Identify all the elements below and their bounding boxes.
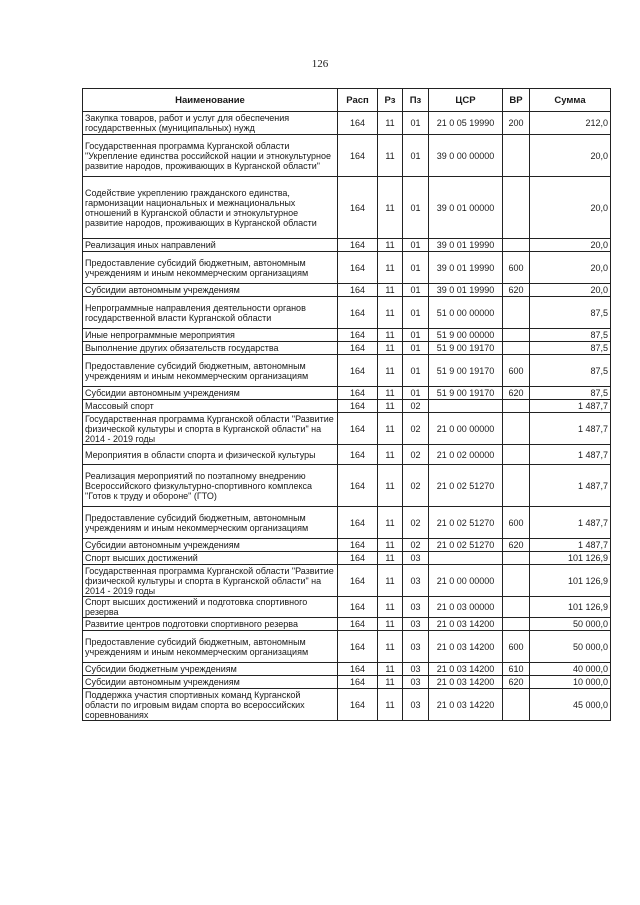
page-number: 126: [311, 58, 329, 70]
row-vr: [503, 597, 530, 618]
row-name: Субсидии автономным учреждениям: [83, 284, 338, 297]
table-row: [83, 552, 611, 565]
row-rz: 11: [378, 329, 403, 342]
table-row: [83, 135, 611, 177]
row-csr: 21 0 02 51270: [429, 539, 503, 552]
row-vr: 610: [503, 663, 530, 676]
row-vr: [503, 177, 530, 239]
row-vr: [503, 400, 530, 413]
row-rasp: 164: [338, 539, 378, 552]
row-name: Предоставление субсидий бюджетным, автономным учреждениям и иным некоммерческим организациям: [83, 507, 338, 539]
table-header-row: [83, 89, 611, 112]
row-rasp: 164: [338, 387, 378, 400]
table-row: [83, 355, 611, 387]
row-rasp: 164: [338, 177, 378, 239]
row-csr: 39 0 00 00000: [429, 135, 503, 177]
row-csr: 51 9 00 00000: [429, 329, 503, 342]
header-csr: ЦСР: [429, 89, 503, 112]
row-csr: 39 0 01 19990: [429, 252, 503, 284]
row-rasp: 164: [338, 597, 378, 618]
row-rz: 11: [378, 252, 403, 284]
table-row: [83, 539, 611, 552]
row-rz: 11: [378, 284, 403, 297]
row-name: Развитие центров подготовки спортивного резерва: [83, 618, 338, 631]
header-pz: Пз: [403, 89, 429, 112]
row-pz: 01: [403, 252, 429, 284]
row-name: Массовый спорт: [83, 400, 338, 413]
row-sum: 1 487,7: [530, 465, 611, 507]
table-body: [83, 112, 611, 721]
row-pz: 01: [403, 342, 429, 355]
row-vr: 620: [503, 387, 530, 400]
header-vr: ВР: [503, 89, 530, 112]
table-row: [83, 676, 611, 689]
row-rasp: 164: [338, 676, 378, 689]
row-sum: 45 000,0: [530, 689, 611, 721]
row-csr: 51 9 00 19170: [429, 387, 503, 400]
row-name: Спорт высших достижений и подготовка спортивного резерва: [83, 597, 338, 618]
table-row: [83, 252, 611, 284]
row-csr: 21 0 03 14200: [429, 618, 503, 631]
row-rz: 11: [378, 239, 403, 252]
row-sum: 20,0: [530, 284, 611, 297]
row-vr: [503, 329, 530, 342]
table-row: [83, 239, 611, 252]
row-vr: [503, 445, 530, 465]
row-rz: 11: [378, 565, 403, 597]
table-row: [83, 631, 611, 663]
row-csr: 21 0 03 14200: [429, 676, 503, 689]
row-rasp: 164: [338, 663, 378, 676]
row-name: Выполнение других обязательств государства: [83, 342, 338, 355]
row-csr: 21 0 03 00000: [429, 597, 503, 618]
row-rasp: 164: [338, 618, 378, 631]
table-row: [83, 413, 611, 445]
table-row: [83, 445, 611, 465]
row-rasp: 164: [338, 342, 378, 355]
row-rasp: 164: [338, 689, 378, 721]
row-csr: 21 0 02 51270: [429, 507, 503, 539]
row-sum: 10 000,0: [530, 676, 611, 689]
header-rz: Рз: [378, 89, 403, 112]
table-row: [83, 400, 611, 413]
row-pz: 02: [403, 465, 429, 507]
table-row: [83, 329, 611, 342]
row-name: Субсидии автономным учреждениям: [83, 539, 338, 552]
row-name: Непрограммные направления деятельности органов государственной власти Курганской области: [83, 297, 338, 329]
row-rasp: 164: [338, 507, 378, 539]
row-rz: 11: [378, 135, 403, 177]
row-pz: 01: [403, 297, 429, 329]
row-sum: 87,5: [530, 342, 611, 355]
row-sum: 50 000,0: [530, 618, 611, 631]
header-rasp: Расп: [338, 89, 378, 112]
row-sum: 101 126,9: [530, 552, 611, 565]
row-vr: 620: [503, 284, 530, 297]
row-name: Реализация мероприятий по поэтапному внедрению Всероссийского физкультурно-спортивного комплекса "Готов к труду и обороне" (ГТО): [83, 465, 338, 507]
table-row: [83, 618, 611, 631]
row-rasp: 164: [338, 552, 378, 565]
row-csr: 51 9 00 19170: [429, 355, 503, 387]
row-vr: [503, 413, 530, 445]
row-sum: 101 126,9: [530, 597, 611, 618]
row-rz: 11: [378, 663, 403, 676]
row-name: Предоставление субсидий бюджетным, автономным учреждениям и иным некоммерческим организациям: [83, 355, 338, 387]
row-pz: 02: [403, 445, 429, 465]
row-rz: 11: [378, 597, 403, 618]
row-rz: 11: [378, 539, 403, 552]
row-rz: 11: [378, 297, 403, 329]
row-pz: 03: [403, 552, 429, 565]
row-csr: 51 0 00 00000: [429, 297, 503, 329]
row-rz: 11: [378, 177, 403, 239]
row-csr: 21 0 02 51270: [429, 465, 503, 507]
row-csr: 21 0 05 19990: [429, 112, 503, 135]
row-name: Закупка товаров, работ и услуг для обеспечения государственных (муниципальных) нужд: [83, 112, 338, 135]
row-sum: 87,5: [530, 297, 611, 329]
row-vr: [503, 342, 530, 355]
row-rz: 11: [378, 618, 403, 631]
row-vr: 600: [503, 252, 530, 284]
row-name: Реализация иных направлений: [83, 239, 338, 252]
row-csr: [429, 552, 503, 565]
row-name: Субсидии бюджетным учреждениям: [83, 663, 338, 676]
row-pz: 01: [403, 387, 429, 400]
table-row: [83, 387, 611, 400]
row-name: Иные непрограммные мероприятия: [83, 329, 338, 342]
row-rasp: 164: [338, 413, 378, 445]
row-pz: 03: [403, 631, 429, 663]
row-rz: 11: [378, 507, 403, 539]
row-pz: 03: [403, 676, 429, 689]
table-row: [83, 565, 611, 597]
row-csr: 21 0 03 14200: [429, 631, 503, 663]
row-sum: 20,0: [530, 239, 611, 252]
row-sum: 1 487,7: [530, 400, 611, 413]
row-rz: 11: [378, 400, 403, 413]
row-rz: 11: [378, 413, 403, 445]
table-row: [83, 663, 611, 676]
row-vr: 620: [503, 539, 530, 552]
row-pz: 02: [403, 539, 429, 552]
row-pz: 03: [403, 618, 429, 631]
row-pz: 01: [403, 239, 429, 252]
table-row: [83, 297, 611, 329]
row-name: Содействие укреплению гражданского единства, гармонизации национальных и межнациональных отношений в Курганской области и этнокультурное развитие народов, проживающих в Курганской области: [83, 177, 338, 239]
row-rz: 11: [378, 355, 403, 387]
row-name: Субсидии автономным учреждениям: [83, 387, 338, 400]
row-rz: 11: [378, 445, 403, 465]
row-csr: 39 0 01 19990: [429, 239, 503, 252]
row-rasp: 164: [338, 284, 378, 297]
row-sum: 1 487,7: [530, 413, 611, 445]
row-sum: 1 487,7: [530, 445, 611, 465]
row-vr: 620: [503, 676, 530, 689]
row-csr: 21 0 03 14220: [429, 689, 503, 721]
row-rasp: 164: [338, 112, 378, 135]
row-csr: 39 0 01 19990: [429, 284, 503, 297]
row-pz: 03: [403, 565, 429, 597]
row-sum: 1 487,7: [530, 539, 611, 552]
row-rz: 11: [378, 552, 403, 565]
row-vr: [503, 618, 530, 631]
header-name: Наименование: [83, 89, 338, 112]
row-vr: [503, 465, 530, 507]
row-pz: 03: [403, 597, 429, 618]
row-vr: 600: [503, 355, 530, 387]
header-sum: Сумма: [530, 89, 611, 112]
row-vr: [503, 552, 530, 565]
row-sum: 87,5: [530, 329, 611, 342]
row-sum: 87,5: [530, 387, 611, 400]
row-vr: 200: [503, 112, 530, 135]
row-rasp: 164: [338, 355, 378, 387]
table-row: [83, 342, 611, 355]
row-rasp: 164: [338, 297, 378, 329]
row-vr: 600: [503, 507, 530, 539]
row-pz: 03: [403, 689, 429, 721]
row-pz: 01: [403, 135, 429, 177]
row-rasp: 164: [338, 465, 378, 507]
row-pz: 03: [403, 663, 429, 676]
row-vr: [503, 239, 530, 252]
row-rasp: 164: [338, 631, 378, 663]
row-rz: 11: [378, 112, 403, 135]
row-name: Мероприятия в области спорта и физической культуры: [83, 445, 338, 465]
row-name: Субсидии автономным учреждениям: [83, 676, 338, 689]
table-row: [83, 177, 611, 239]
row-vr: [503, 135, 530, 177]
row-sum: 87,5: [530, 355, 611, 387]
budget-table: [82, 88, 611, 721]
row-sum: 50 000,0: [530, 631, 611, 663]
row-sum: 20,0: [530, 252, 611, 284]
row-pz: 01: [403, 284, 429, 297]
table-row: [83, 465, 611, 507]
row-rasp: 164: [338, 565, 378, 597]
row-name: Спорт высших достижений: [83, 552, 338, 565]
row-csr: [429, 400, 503, 413]
row-rasp: 164: [338, 239, 378, 252]
row-rasp: 164: [338, 400, 378, 413]
row-rz: 11: [378, 631, 403, 663]
row-vr: [503, 297, 530, 329]
row-csr: 21 0 00 00000: [429, 413, 503, 445]
row-sum: 40 000,0: [530, 663, 611, 676]
table-row: [83, 284, 611, 297]
row-sum: 212,0: [530, 112, 611, 135]
row-vr: [503, 565, 530, 597]
row-name: Государственная программа Курганской области "Развитие физической культуры и спорта в Курганской области" на 2014 - 2019 годы: [83, 565, 338, 597]
row-csr: 21 0 03 14200: [429, 663, 503, 676]
row-pz: 02: [403, 413, 429, 445]
row-csr: 21 0 02 00000: [429, 445, 503, 465]
row-name: Предоставление субсидий бюджетным, автономным учреждениям и иным некоммерческим организациям: [83, 252, 338, 284]
row-pz: 01: [403, 355, 429, 387]
row-csr: 51 9 00 19170: [429, 342, 503, 355]
table-row: [83, 507, 611, 539]
row-sum: 101 126,9: [530, 565, 611, 597]
row-csr: 39 0 01 00000: [429, 177, 503, 239]
row-vr: 600: [503, 631, 530, 663]
row-rasp: 164: [338, 135, 378, 177]
row-sum: 20,0: [530, 177, 611, 239]
row-rz: 11: [378, 342, 403, 355]
row-pz: 02: [403, 507, 429, 539]
row-rz: 11: [378, 387, 403, 400]
row-rz: 11: [378, 689, 403, 721]
row-rasp: 164: [338, 329, 378, 342]
row-csr: 21 0 00 00000: [429, 565, 503, 597]
table-row: [83, 597, 611, 618]
table-row: [83, 112, 611, 135]
row-name: Предоставление субсидий бюджетным, автономным учреждениям и иным некоммерческим организациям: [83, 631, 338, 663]
table-row: [83, 689, 611, 721]
row-rasp: 164: [338, 252, 378, 284]
row-pz: 01: [403, 177, 429, 239]
row-name: Поддержка участия спортивных команд Курганской области по игровым видам спорта во всероссийских соревнованиях: [83, 689, 338, 721]
row-pz: 01: [403, 112, 429, 135]
row-pz: 02: [403, 400, 429, 413]
row-name: Государственная программа Курганской области "Укрепление единства российской нации и этнокультурное развитие народов, проживающих в Курганской области": [83, 135, 338, 177]
row-pz: 01: [403, 329, 429, 342]
row-rasp: 164: [338, 445, 378, 465]
row-vr: [503, 689, 530, 721]
row-rz: 11: [378, 676, 403, 689]
row-sum: 1 487,7: [530, 507, 611, 539]
row-rz: 11: [378, 465, 403, 507]
row-name: Государственная программа Курганской области "Развитие физической культуры и спорта в Курганской области" на 2014 - 2019 годы: [83, 413, 338, 445]
row-sum: 20,0: [530, 135, 611, 177]
